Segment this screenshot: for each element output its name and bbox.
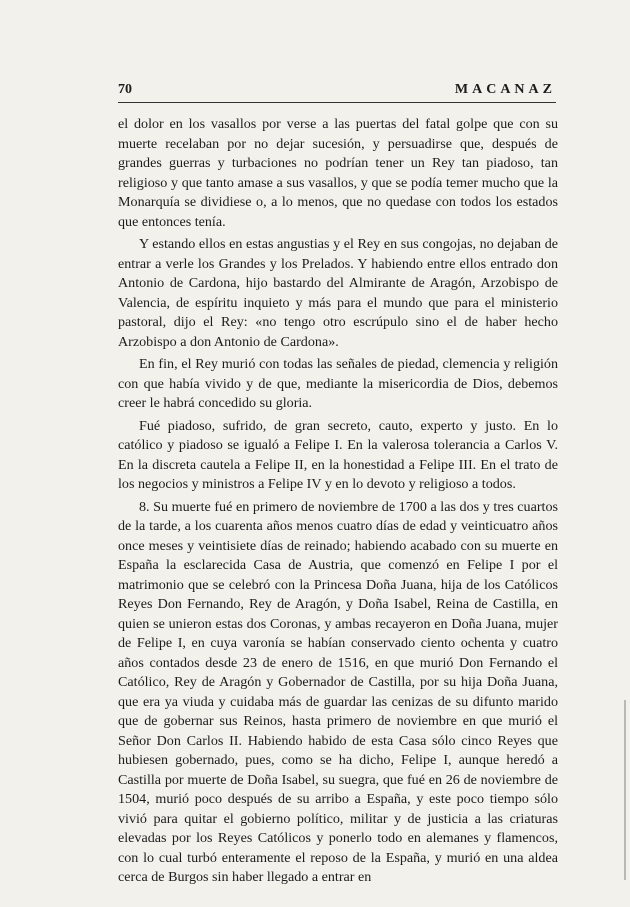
scan-edge-mark xyxy=(624,700,626,880)
paragraph-4: Fué piadoso, sufrido, de gran secreto, cauto, experto y justo. En lo católico y piadoso se igualó a Felipe I. En la valerosa tolerancia a Carlos V. En la discreta cautela a Felipe II, en la honestidad a Felipe III. En el trato de los negocios y ministros a Felipe IV y en lo devoto y religioso a todos. xyxy=(118,417,558,492)
paragraph-2: Y estando ellos en estas angustias y el Rey en sus congojas, no dejaban de entrar a verle los Grandes y los Prelados. Y habiendo entre ellos entrado don Antonio de Cardona, hijo bastardo del Almirante de Aragón, Arzobispo de Valencia, de espíritu inquieto y más para el mundo que para el ministerio pastoral, dijo el Rey: «no tengo otro escrúpulo sino el de haber hecho Arzobispo a don Antonio de Cardona». xyxy=(118,236,558,350)
paragraph-1: el dolor en los vasallos por verse a las puertas del fatal golpe que con su muerte recelaban por no dejar sucesión, y persuadirse que, después de grandes guerras y turbaciones no podrían tener un Rey tan piadoso, tan religioso y que tanto amase a sus vasallos, y que se podía temer mucho que la Monarquía se dividiese o, a lo menos, que no quedase con todos los estados que entonces tenía. xyxy=(118,116,558,230)
header-rule xyxy=(118,102,556,103)
running-title: MACANAZ xyxy=(454,82,556,97)
paragraph-5: 8. Su muerte fué en primero de noviembre de 1700 a las dos y tres cuartos de la tarde, a los cuarenta años menos cuatro días de edad y veinticuatro años once meses y veintisiete días de reinado; habiendo acabado con su muerte en España la esclarecida Casa de Austria, que comenzó en Felipe I por el matrimonio que se celebró con la Princesa Doña Juana, hija de los Católicos Reyes Don Fernando, Rey de Aragón, y Doña Isabel, Reina de Castilla, en quien se unieron estas dos Coronas, y ambas recayeron en Doña Juana, mujer de Felipe I, en cuya varonía se habían conservado ciento ochenta y cuatro años contados desde 23 de enero de 1516, en que murió Don Fernando el Católico, Rey de Aragón y Gobernador de Castilla, por su hija Doña Juana, que era ya viuda y cuidaba más de guardar las cenizas de su difunto marido que de gobernar sus Reinos, hasta primero de noviembre en que murió el Señor Don Carlos II. Habiendo habido de esta Casa sólo cinco Reyes que hubiesen gobernado, pues, como se ha dicho, Felipe I, aunque heredó a Castilla por muerte de Doña Isabel, su suegra, que fué en 26 de noviembre de 1504, murió poco después de su arribo a España, y este poco tiempo sólo vivió para quitar el gobierno político, militar y de justicia a las criaturas elevadas por los Reyes Católicos y ponerlo todo en alemanes y flamencos, con lo cual turbó enteramente el reposo de la España, y murió en una aldea cerca de Burgos sin haber llegado a entrar en xyxy=(118,498,558,885)
paragraph-3: En fin, el Rey murió con todas las señales de piedad, clemencia y religión con que había vivido y de que, mediante la misericordia de Dios, debemos creer le habrá concedido su gloria. xyxy=(118,356,558,411)
page-number: 70 xyxy=(118,82,132,97)
body-text xyxy=(118,115,558,891)
page-header xyxy=(118,82,556,102)
